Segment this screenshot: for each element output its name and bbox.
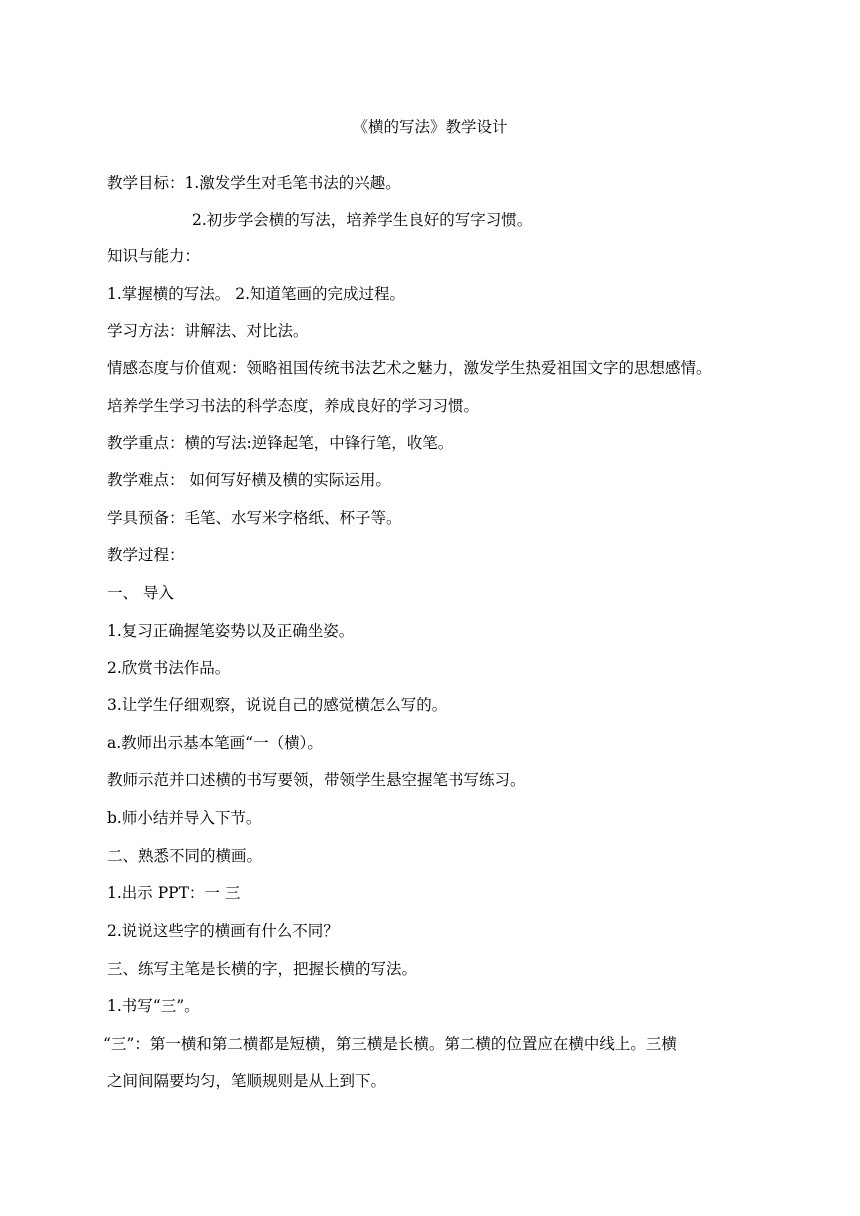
section-3-desc-line-1: “三”：第一横和第二横都是短横，第三横是长横。第二横的位置应在横中线上。三横 [103,1035,677,1053]
section-1-item-2: 2.欣赏书法作品。 [107,659,231,677]
teaching-key-point: 教学重点：横的写法:逆锋起笔，中锋行笔，收笔。 [107,434,454,452]
tool-preparation: 学具预备：毛笔、水写米字格纸、杯子等。 [107,509,402,527]
section-1-heading: 一、 导入 [107,584,174,602]
section-1-item-3: 3.让学生仔细观察，说说自己的感觉横怎么写的。 [107,696,448,714]
section-1-demo: 教师示范并口述横的书写要领，带领学生悬空握笔书写练习。 [107,771,526,789]
section-1-item-1: 1.复习正确握笔姿势以及正确坐姿。 [107,622,355,640]
section-2-heading: 二、熟悉不同的横画。 [107,847,263,865]
learning-method: 学习方法：讲解法、对比法。 [107,322,309,340]
goal-line-1: 教学目标：1.激发学生对毛笔书法的兴趣。 [107,174,401,192]
section-2-item-2: 2.说说这些字的横画有什么不同？ [107,922,339,940]
emotion-attitude-line-2: 培养学生学习书法的科学态度，养成良好的学习习惯。 [107,397,480,415]
teaching-difficulty: 教学难点： 如何写好横及横的实际运用。 [107,471,391,489]
section-3-desc-line-2: 之间间隔要均匀，笔顺规则是从上到下。 [107,1072,387,1090]
section-3-item-1: 1.书写“三”。 [107,997,200,1015]
emotion-attitude-line-1: 情感态度与价值观：领略祖国传统书法艺术之魅力，激发学生热爱祖国文字的思想感情。 [107,359,712,377]
document-title: 《横的写法》教学设计 [352,118,508,136]
teaching-process-heading: 教学过程： [107,546,185,564]
goal-line-2: 2.初步学会横的写法，培养学生良好的写字习惯。 [192,211,533,229]
section-1-item-b: b.师小结并导入下节。 [107,809,262,827]
section-2-item-1: 1.出示 PPT：一 三 [107,884,241,902]
section-3-heading: 三、练写主笔是长横的字，把握长横的写法。 [107,960,418,978]
knowledge-items: 1.掌握横的写法。 2.知道笔画的完成过程。 [107,285,406,303]
knowledge-heading: 知识与能力： [107,247,201,265]
section-1-item-a: a.教师出示基本笔画“一（横）。 [107,734,323,752]
